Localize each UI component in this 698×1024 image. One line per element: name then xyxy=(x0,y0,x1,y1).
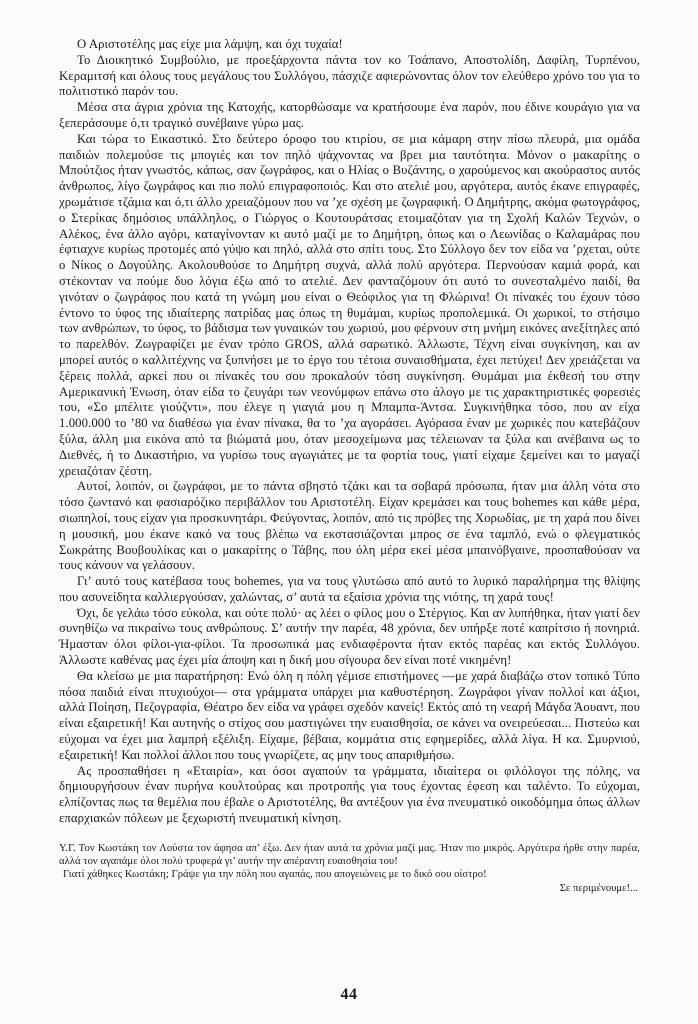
paragraph: Θα κλείσω με μια παρατήρηση: Ενώ όλη η πόλη γέμισε επιστήμονες —με χαρά διαβάζω στον τοπικό Τύπο πόσα παιδιά είναι πτυχιούχοι— στα γράμματα υπάρχει μια καθυστέρηση. Ζωγράφοι γίναν πολλοί και άξιοι, αλλά Ποίηση, Πεζογραφία, Θέατρο δεν είδα να γράφει σχεδόν κανείς! Εκτός από τη νεαρή Μάγδα Άουαντ, που είναι εξαιρετική! Και αυτηνής ο στίχος σου μαστιγώνει την ευαισθησία, σε κάνει να ονειρεύεσαι... Πιστεύω και εύχομαι να έχει μια λαμπρή εξέλιξη. Είχαμε, βέβαια, κομμάτια στις εφημερίδες, αλλά λίγα. Η κα. Σμυρνιού, εξαιρετική! Και πολλοί άλλοι που τους γνωρίζετε, ας μην τους απαριθμήσω. xyxy=(59,668,640,762)
paragraph: Ας προσπαθήσει η «Εταιρία», και όσοι αγαπούν τα γράμματα, ιδιαίτερα οι φιλόλογοι της πόλης, να δημιουργήσουν έναν πυρήνα κουλτούρας και προτροπής για τους έχοντας έφεση και ταλέντο. Το εύχομαι, ελπίζοντας πως τα θεμέλια που έβαλε ο Αριστοτέλης, θα αντέξουν για ένα πνευματικό οικοδόμημα όπως άλλων επαρχιακών πόλεων με ξεχωριστή πνευματική κίνηση. xyxy=(59,763,640,826)
page-number: 44 xyxy=(340,986,358,1003)
page-content xyxy=(59,37,640,895)
paragraph: Όχι, δε γελάω τόσο εύκολα, και ούτε πολύ· ας λέει ο φίλος μου ο Στέργιος. Και αν λυπήθηκα, ήταν γιατί δεν συνηθίζω να πικραίνω τους ανθρώπους. Σ’ αυτήν την παρέα, 48 χρόνια, δεν υπήρξε ποτέ καπρίτσιο ή πονηριά. Ήμασταν όλοι φίλοι-για-φίλοι. Τα προσωπικά μας ενδιαφέροντα ήταν εκτός παρέας και εκτός Συλλόγου. Άλλωστε καθένας μας έχει μία άποψη και η δική μου σίγουρα δεν είναι ποτέ νικημένη! xyxy=(59,605,640,668)
paragraph: Το Διοικητικό Συμβούλιο, με προεξάρχοντα πάντα τον κο Τσάπανο, Αποστολίδη, Δαφίλη, Τυρπένου, Κεραμιτσή και όλους τους μεγάλους του Συλλόγου, πάσχιζε αφιερώνοντας όλον τον ελεύθερο χρόνο του για το πολιτιστικό παρόν του. xyxy=(59,52,640,99)
paragraph: Αυτοί, λοιπόν, οι ζωγράφοι, με το πάντα σβηστό τζάκι και τα σοβαρά πρόσωπα, ήταν μια άλλη νότα στο τόσο ζωντανό και φασιαρόζικο περιβάλλον του Αριστοτέλη. Είχαν κρεμάσει και τους bohemes και κάθε μέρα, σιωπηλοί, τους είχαν για προσκυνητάρι. Φεύγοντας, λοιπόν, από τις πρόβες της Χορωδίας, με τη χαρά που δίνει η μουσική, μου έκανε κακό να τους βλέπω να εκστασιάζονται μπρος σε ένα ταμπλό, ενώ ο φλεγματικός Σωκράτης Βουβουλίκας και ο μακαρίτης ο Τάβης, που όλη μέρα εκεί μέσα μπαινόβγαινε, προσπαθούσαν να τους κάνουν να γελάσουν. xyxy=(59,479,640,573)
paragraph: Μέσα στα άγρια χρόνια της Κατοχής, κατορθώσαμε να κρατήσουμε ένα παρόν, που έδινε κουράγιο για να ξεπεράσουμε ό,τι τραγικό συνέβαινε γύρω μας. xyxy=(59,100,640,130)
closing-line: Σε περιμένουμε!... xyxy=(559,882,638,894)
postscript-line: Γιατί χάθηκες Κωστάκη; Γράψε για την πόλη που αγαπάς, που απογειώνεις με το δικό σου οίστρο! xyxy=(63,868,487,880)
article-body xyxy=(59,37,640,827)
paragraph: Ο Αριστοτέλης μας είχε μια λάμψη, και όχι τυχαία! xyxy=(77,37,343,51)
paragraph: Γι’ αυτό τους κατέβασα τους bohemes, για να τους γλυτώσω από αυτό το λυρικό παραλήρημα της θλίψης που ασυνείδητα καλλιεργούσαν, χαλώντας, σ’ αυτά τα εξαίσια χρόνια της νιότης, τη χαρά τους! xyxy=(59,574,640,604)
postscript-line: Υ.Γ. Τον Κωστάκη τον Λούστα τον άφησα απ’ έξω. Δεν ήταν αυτά τα χρόνια μαζί μας. Ήταν πιο μικρός. Αργότερα ήρθε στην παρέα, αλλά τον αγαπάμε όλοι πολύ τρυφερά γι’ αυτήν την απέραντη ευαισθησία του! xyxy=(59,842,640,867)
paragraph: Και τώρα το Εικαστικό. Στο δεύτερο όροφο του κτιρίου, σε μια κάμαρη στην πίσω πλευρά, μια ομάδα παιδιών πολεμούσε τις μπογιές και τον πηλό ψάχνοντας να βρει μια ταυτότητα. Μόνον ο μακαρίτης ο Μπούτζιος ήταν γνωστός, κάπως, σαν ζωγράφος, και ο Ηλίας ο Βυζάντης, ο χαρούμενος και ακούραστος αυτός άνθρωπος, λίγο ζωγράφος και πιο πολύ επιγραφοποιός. Και στο ατελιέ μου, αργότερα, αυτός έκανε επιγραφές, χρωμάτισε τζάμια και ό,τι άλλο χρειαζόμουν που να ’χε σχέση με ζωγραφική. Ο Δημήτρης, ακόμα φωτογράφος, ο Στερίκας δημόσιος υπάλληλος, ο Γιώργος ο Κουτουράτσας ετοιμαζόταν για τη Σχολή Καλών Τεχνών, ο Αλέκος, ένα άλλο αγόρι, καταγίνονταν κι αυτό μαζί με το Δημήτρη, όπως και ο Λεωνίδας ο Καλαμάρας που έφτιαχνε κυρίως προτομές από γύψο και πηλό, αλλά στο σπίτι τους. Στο Σύλλογο δεν τον είδα να ’ρχεται, ούτε ο Νίκος ο Δογούλης. Ακολουθούσε το Δημήτρη συχνά, αλλά πολύ αργότερα. Περνούσαν καμιά φορά, και στέκονταν να πούμε δυο λόγια έξω από το ατελιέ. Δεν φανταζόμουν ότι αυτό το συνεσταλμένο παιδί, θα γινόταν ο ζωγράφος που κατά τη γνώμη μου είναι ο Θεόφιλος για τη Φλώρινα! Οι πίνακές του έχουν τόσο έντονο το ύφος της ιδιαίτερης πατρίδας μας όπως τη θυμάμαι, κυρίως προπολεμικά. Οι χωρικοί, το στήσιμο των ανθρώπων, το ύφος, το βάδισμα των γυναικών του χωριού, μου φέρνουν στη μνήμη εικόνες ανεξίτηλες από το παρελθόν. Ζωγραφίζει με έναν τρόπο GROS, αλλά σαρωτικό. Άλλωστε, Τέχνη είναι συγκίνηση, και αν μπορεί αυτός ο καλλιτέχνης να ξυπνήσει με το έργο του τέτοια συναισθήματα, έχει πετύχει! Δεν χρειάζεται να ξέρεις πολλά, αρκεί που οι πίνακές του σου προκαλούν τόση συγκίνηση. Θυμάμαι μια έκθεσή του στην Αμερικανική Ένωση, όταν είδα το ζευγάρι των νεονύμφων επάνω στο άλογο με τις χαρακτηριστικές φορεσιές του, «Σο μπέλιτε γιούζντι», που έλεγε η γιαγιά μου η Μπαμπα-Άντσα. Συγκινήθηκα τόσο, που αν είχα 1.000.000 το ’80 να διαθέσω για έναν πίνακα, θα το ’χα αγοράσει. Αγόρασα έναν με χωρικές που κατεβάζουν ξύλα, άλλη μια εικόνα από τα βιώματά μου, όταν μεσοχείμωνα μας τέλειωναν τα ξύλα και ανέβαινα ως το Διεθνές, ή το Δικαστήριο, να γυρίσω τους αγωγιάτες με τα φορτία τους, γιατί είχαμε ξεμείνει και το μαγαζί χρειαζόταν ζέστη. xyxy=(59,131,640,478)
postscript-section xyxy=(59,842,640,895)
